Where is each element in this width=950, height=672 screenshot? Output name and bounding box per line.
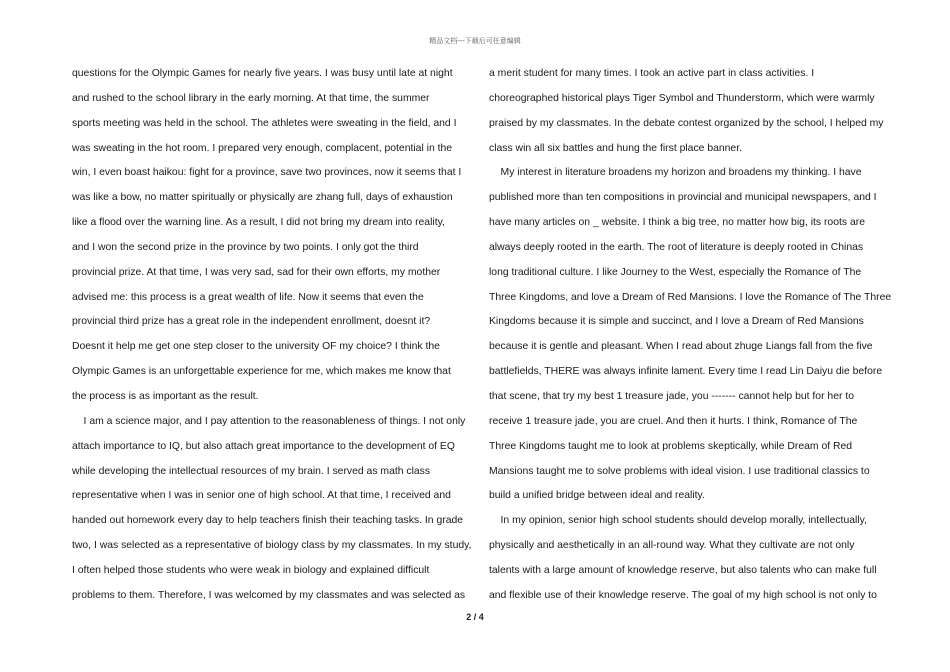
text-line: was sweating in the hot room. I prepared very enough, complacent, potential in the (72, 142, 453, 154)
text-line: I often helped those students who were weak in biology and explained difficult (72, 564, 430, 576)
text-line: a merit student for many times. I took an active part in class activities. I (489, 68, 815, 79)
text-line: that scene, that try my best 1 treasure jade, you ------- cannot help but for her to (489, 390, 854, 402)
text-line: receive 1 treasure jade, you are cruel. And then it hurts. I think, Romance of The (489, 415, 858, 427)
text-line: and flexible use of their knowledge reserve. The goal of my high school is not only to (489, 589, 877, 601)
text-line: questions for the Olympic Games for nearly five years. I was busy until late at night (72, 68, 453, 79)
text-line: attach importance to IQ, but also attach great importance to the development of EQ (72, 440, 455, 452)
text-line: published more than ten compositions in provincial and municipal newspapers, and I (489, 192, 877, 204)
text-line: provincial third prize has a great role in the independent enrollment, doesnt it? (72, 316, 431, 328)
text-line: sports meeting was held in the school. The athletes were sweating in the field, and I (72, 117, 457, 129)
text-line: while developing the intellectual resources of my brain. I served as math class (72, 465, 431, 477)
left-text-column (72, 62, 472, 609)
text-line: class win all six battles and hung the first place banner. (489, 142, 742, 154)
text-line: long traditional culture. I like Journey to the West, especially the Romance of The (489, 266, 862, 278)
text-line: praised by my classmates. In the debate contest organized by the school, I helped my (489, 117, 884, 129)
text-line: In my opinion, senior high school students should develop morally, intellectually, (489, 515, 867, 527)
text-line: win, I even boast haikou: fight for a province, save two provinces, now it seems that I (72, 167, 462, 179)
text-line: representative when I was in senior one of high school. At that time, I received and (72, 490, 451, 502)
text-line: have many articles on _ website. I think a big tree, no matter how big, its roots are (489, 217, 865, 229)
page-header: 精品文档---下载后可任意编辑 (429, 37, 521, 45)
text-line: Olympic Games is an unforgettable experience for me, which makes me know that (72, 366, 451, 378)
page-number: 2 / 4 (466, 612, 484, 622)
text-line: problems to them. Therefore, I was welcomed by my classmates and was selected as (72, 589, 466, 601)
text-line: was like a bow, no matter spiritually or physically are zhang full, days of exhaustion (72, 192, 453, 204)
text-line: the process is as important as the result. (72, 390, 259, 402)
text-line: Three Kingdoms taught me to look at problems skeptically, while Dream of Red (489, 440, 853, 452)
text-line: choreographed historical plays Tiger Symbol and Thunderstorm, which were warmly (489, 92, 875, 104)
text-line: two, I was selected as a representative of biology class by my classmates. In my study, (72, 540, 472, 552)
text-line: and rushed to the school library in the early morning. At that time, the summer (72, 92, 430, 104)
text-line: physically and aesthetically in an all-round way. What they cultivate are not only (489, 540, 855, 552)
text-line: build a unified bridge between ideal and reality. (489, 490, 705, 502)
text-line: handed out homework every day to help teachers finish their teaching tasks. In grade (72, 515, 464, 527)
text-line: Mansions taught me to solve problems with ideal vision. I use traditional classics to (489, 465, 870, 477)
text-line: Doesnt it help me get one step closer to the university OF my choice? I think the (72, 341, 440, 353)
text-line: because it is gentle and pleasant. When I read about zhuge Liangs fall from the five (489, 341, 873, 353)
text-line: and I won the second prize in the province by two points. I only got the third (72, 241, 419, 253)
text-line: I am a science major, and I pay attention to the reasonableness of things. I not only (72, 415, 466, 427)
right-text-column (489, 62, 892, 609)
text-line: provincial prize. At that time, I was very sad, sad for their own efforts, my mother (72, 266, 441, 278)
text-line: advised me: this process is a great wealth of life. Now it seems that even the (72, 291, 424, 303)
text-line: Kingdoms because it is simple and succinct, and I love a Dream of Red Mansions (489, 316, 864, 328)
text-line: battlefields, THERE was always infinite lament. Every time I read Lin Daiyu die before (489, 366, 883, 378)
text-line: talents with a large amount of knowledge reserve, but also talents who can make full (489, 564, 877, 576)
text-line: always deeply rooted in the earth. The root of literature is deeply rooted in Chinas (489, 241, 864, 253)
text-line: My interest in literature broadens my horizon and broadens my thinking. I have (489, 167, 862, 179)
text-line: like a flood over the warning line. As a result, I did not bring my dream into reality, (72, 217, 445, 229)
text-line: Three Kingdoms, and love a Dream of Red Mansions. I love the Romance of The Three (489, 291, 892, 303)
